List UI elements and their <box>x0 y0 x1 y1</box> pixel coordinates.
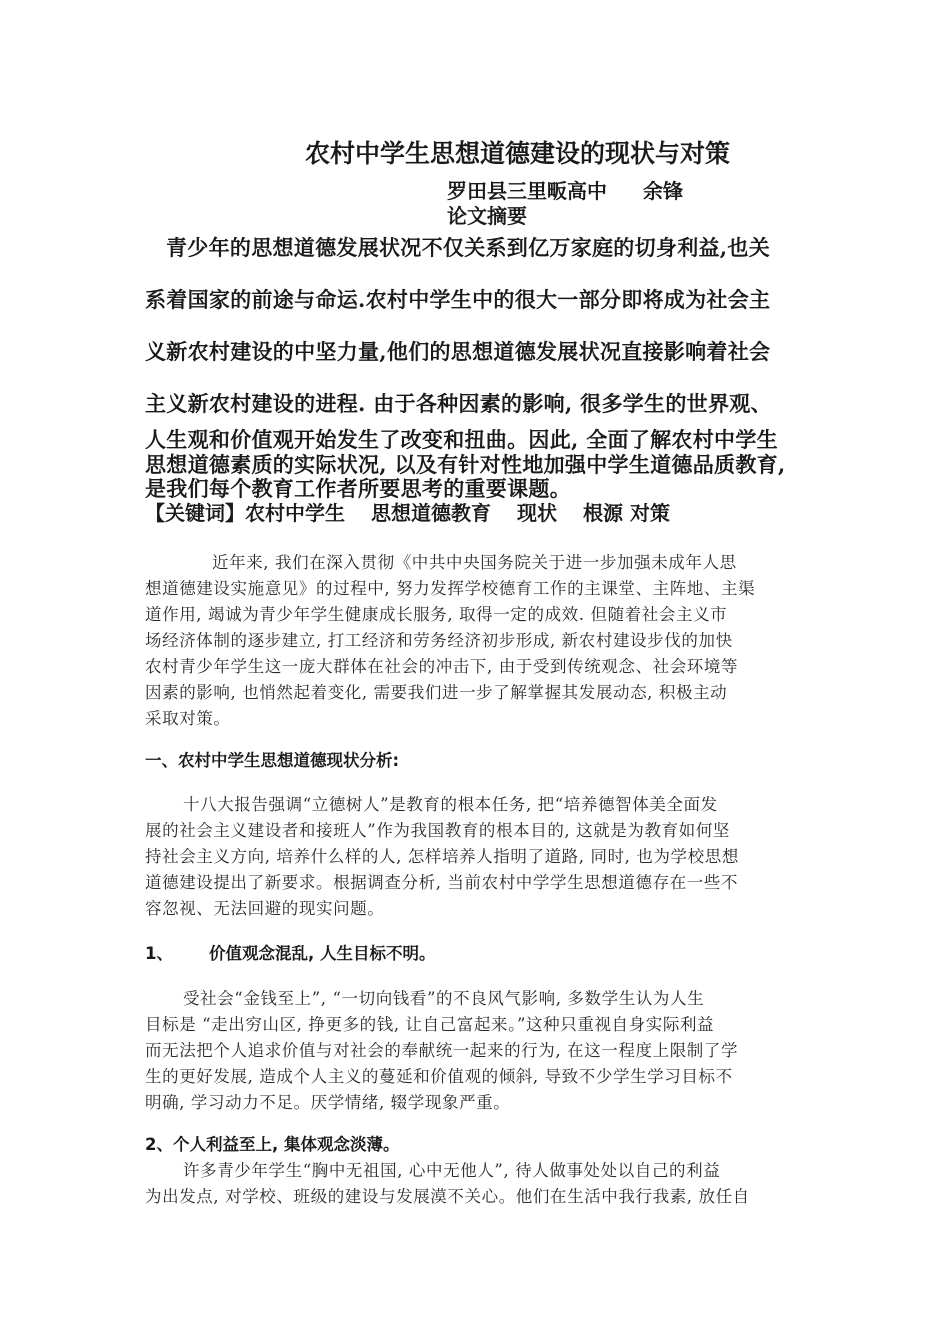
author-school: 罗田县三里畈高中 <box>447 179 607 203</box>
keyword: 农村中学生 <box>245 501 345 525</box>
point-line: 许多青少年学生“胸中无祖国, 心中无他人”, 待人做事处处以自己的利益 <box>183 1161 721 1180</box>
point-line: 受社会“金钱至上”, “一切向钱看”的不良风气影响, 多数学生认为人生 <box>183 989 705 1008</box>
intro-line: 因素的影响, 也悄然起着变化, 需要我们进一步了解掌握其发展动态, 积极主动 <box>145 683 728 702</box>
document-title: 农村中学生思想道德建设的现状与对策 <box>305 139 731 168</box>
abstract-line: 是我们每个教育工作者所要思考的重要课题。 <box>145 476 571 501</box>
intro-line: 农村青少年学生这一庞大群体在社会的冲击下, 由于受到传统观念、社会环境等 <box>145 657 739 676</box>
keywords-line <box>145 497 670 526</box>
section-line: 容忽视、无法回避的现实问题。 <box>145 899 385 918</box>
point-heading: 2、个人利益至上, 集体观念淡薄。 <box>145 1135 400 1154</box>
abstract-line: 义新农村建设的中坚力量,他们的思想道德发展状况直接影响着社会 <box>145 339 771 364</box>
abstract-line: 人生观和价值观开始发生了改变和扭曲。因此, 全面了解农村中学生 <box>145 427 778 452</box>
section-line: 道德建设提出了新要求。根据调查分析, 当前农村中学学生思想道德存在一些不 <box>145 873 739 892</box>
section-line: 持社会主义方向, 培养什么样的人, 怎样培养人指明了道路, 同时, 也为学校思想 <box>145 847 739 866</box>
point-heading <box>145 940 436 964</box>
keywords-label: 【关键词】 <box>145 501 245 525</box>
point-line: 而无法把个人追求价值与对社会的奉献统一起来的行为, 在这一程度上限制了学 <box>145 1041 739 1060</box>
section-heading: 一、农村中学生思想道德现状分析: <box>145 751 400 770</box>
point-line: 生的更好发展, 造成个人主义的蔓延和价值观的倾斜, 导致不少学生学习目标不 <box>145 1067 733 1086</box>
point-line: 为出发点, 对学校、班级的建设与发展漠不关心。他们在生活中我行我素, 放任自 <box>145 1187 750 1206</box>
abstract-line: 思想道德素质的实际状况, 以及有针对性地加强中学生道德品质教育, <box>145 452 786 477</box>
point-line: 目标是 “走出穷山区, 挣更多的钱, 让自己富起来。”这种只重视自身实际利益 <box>145 1015 715 1034</box>
point-number: 1、 <box>145 944 173 963</box>
abstract-heading: 论文摘要 <box>447 204 527 228</box>
section-line: 十八大报告强调“立德树人”是教育的根本任务, 把“培养德智体美全面发 <box>183 795 718 814</box>
intro-line: 想道德建设实施意见》的过程中, 努力发挥学校德育工作的主课堂、主阵地、主渠 <box>145 579 756 598</box>
intro-line: 近年来, 我们在深入贯彻《中共中央国务院关于进一步加强未成年人思 <box>212 553 737 572</box>
abstract-line: 系着国家的前途与命运.农村中学生中的很大一部分即将成为社会主 <box>145 287 771 312</box>
point-title: 价值观念混乱, 人生目标不明。 <box>208 944 436 963</box>
intro-line: 场经济体制的逐步建立, 打工经济和劳务经济初步形成, 新农村建设步伐的加快 <box>145 631 733 650</box>
keyword: 现状 <box>517 501 557 525</box>
abstract-line: 青少年的思想道德发展状况不仅关系到亿万家庭的切身利益,也关 <box>166 235 771 260</box>
author-name: 余锋 <box>643 179 683 203</box>
keyword: 根源 对策 <box>583 501 670 525</box>
keyword: 思想道德教育 <box>371 501 491 525</box>
intro-line: 道作用, 竭诚为青少年学生健康成长服务, 取得一定的成效. 但随着社会主义市 <box>145 605 728 624</box>
abstract-line: 主义新农村建设的进程. 由于各种因素的影响, 很多学生的世界观、 <box>145 391 772 416</box>
section-line: 展的社会主义建设者和接班人”作为我国教育的根本目的, 这就是为教育如何坚 <box>145 821 731 840</box>
point-line: 明确, 学习动力不足。厌学情绪, 辍学现象严重。 <box>145 1093 511 1112</box>
intro-line: 采取对策。 <box>145 709 231 728</box>
